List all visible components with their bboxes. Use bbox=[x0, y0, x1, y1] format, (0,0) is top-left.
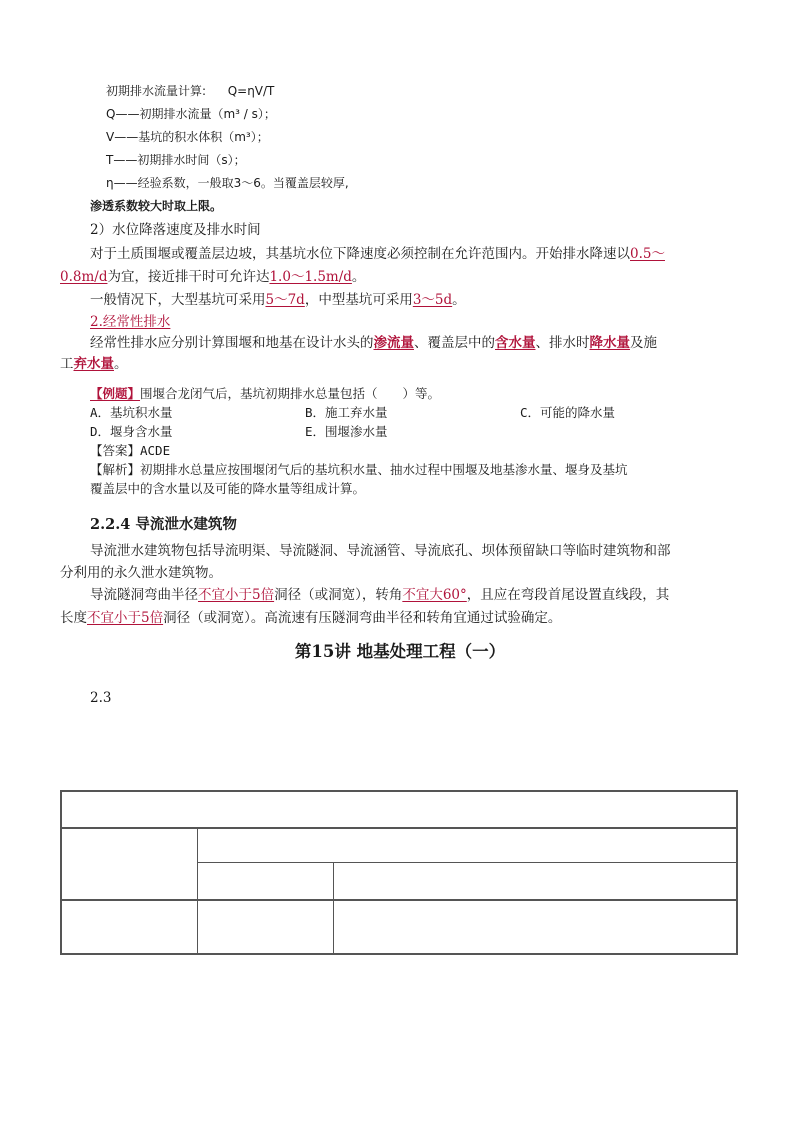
example-analysis: 【解析】初期排水总量应按围堰闭气后的基坑积水量、抽水过程中围堰及地基渗水量、堰身及基坑 bbox=[90, 462, 628, 477]
highlight-waste-water: 弃水量 bbox=[73, 356, 114, 372]
paragraph-drop-rate: 对于土质围堰或覆盖层边坡，其基坑水位下降速度必须控制在允许范围内。开始排水降速以0.5～ bbox=[90, 246, 665, 262]
option-d: D．堰身含水量 bbox=[90, 424, 173, 439]
highlight-large-pit-days: 5～7d bbox=[265, 292, 305, 308]
section-heading-water-level: 2）水位降落速度及排水时间 bbox=[90, 222, 261, 238]
table-rule-row3 bbox=[62, 899, 736, 901]
paragraph-diversion-intro-cont: 分利用的永久泄水建筑物。 bbox=[60, 565, 222, 581]
option-a: A．基坑积水量 bbox=[90, 405, 173, 420]
table-rule-col1 bbox=[197, 827, 198, 953]
highlight-min-length: 不宜小于5倍 bbox=[87, 610, 164, 626]
paragraph-tunnel-curve-cont: 长度不宜小于5倍洞径（或洞宽）。高流速有压隧洞弯曲半径和转角宜通过试验确定。 bbox=[60, 610, 562, 626]
highlight-water-content: 含水量 bbox=[495, 335, 536, 351]
formula-eta-definition-cont: 渗透系数较大时取上限。 bbox=[90, 199, 223, 213]
formula-q-definition: Q——初期排水流量（m³ / s）； bbox=[106, 107, 276, 121]
section-number: 2.3 bbox=[90, 690, 112, 706]
formula-line bbox=[106, 82, 274, 99]
table-rule-col2 bbox=[333, 862, 334, 953]
highlight-rate-final: 1.0～1.5m/d bbox=[269, 269, 352, 285]
highlight-medium-pit-days: 3～5d bbox=[412, 292, 453, 308]
formula-v-definition: V——基坑的积水体积（m³）； bbox=[106, 130, 269, 144]
paragraph-diversion-intro: 导流泄水建筑物包括导流明渠、导流隧洞、导流涵管、导流底孔、坝体预留缺口等临时建筑物和部 bbox=[90, 543, 671, 559]
section-heading-regular-drainage: 2.经常性排水 bbox=[90, 314, 171, 330]
example-answer: 【答案】ACDE bbox=[90, 443, 171, 458]
paragraph-regular-drainage-cont: 工弃水量。 bbox=[60, 356, 128, 372]
table-rule-row1 bbox=[62, 827, 736, 829]
example-question: 【例题】围堰合龙闭气后，基坑初期排水总量包括（ ）等。 bbox=[90, 386, 441, 401]
formula-expression: Q=ηV/T bbox=[227, 84, 275, 98]
highlight-rate-start: 0.5～ bbox=[630, 246, 665, 262]
paragraph-tunnel-curve: 导流隧洞弯曲半径不宜小于5倍洞径（或洞宽），转角不宜大60°，且应在弯段首尾设置直线段，其 bbox=[90, 587, 670, 603]
lecture-title: 第15讲 地基处理工程（一） bbox=[294, 642, 506, 661]
paragraph-regular-drainage: 经常性排水应分别计算围堰和地基在设计水头的渗流量、覆盖层中的含水量、排水时降水量及施 bbox=[90, 335, 657, 351]
highlight-seepage: 渗流量 bbox=[373, 335, 414, 351]
empty-table bbox=[60, 790, 738, 955]
analysis-tag: 【解析】 bbox=[90, 462, 141, 477]
formula-title: 初期排水流量计算: bbox=[106, 84, 207, 98]
table-rule-row2 bbox=[197, 862, 736, 863]
option-e: E．围堰渗水量 bbox=[305, 424, 388, 439]
paragraph-drain-time: 一般情况下，大型基坑可采用5～7d，中型基坑可采用3～5d。 bbox=[90, 292, 466, 308]
option-b: B．施工弃水量 bbox=[305, 405, 388, 420]
highlight-max-angle: 不宜大60° bbox=[402, 587, 467, 603]
highlight-rate-start-end: 0.8m/d bbox=[60, 269, 108, 285]
highlight-min-radius: 不宜小于5倍 bbox=[198, 587, 275, 603]
paragraph-drop-rate-cont: 0.8m/d为宜，接近排干时可允许达1.0～1.5m/d。 bbox=[60, 269, 366, 285]
example-tag: 【例题】 bbox=[90, 386, 141, 401]
option-c: C．可能的降水量 bbox=[520, 405, 616, 420]
formula-eta-definition: η——经验系数，一般取3～6。当覆盖层较厚, bbox=[106, 176, 349, 190]
example-analysis-cont: 覆盖层中的含水量以及可能的降水量等组成计算。 bbox=[90, 481, 366, 496]
formula-t-definition: T——初期排水时间（s）； bbox=[106, 153, 246, 167]
highlight-rainfall: 降水量 bbox=[589, 335, 630, 351]
section-heading-diversion: 2.2.4 导流泄水建筑物 bbox=[90, 516, 237, 533]
